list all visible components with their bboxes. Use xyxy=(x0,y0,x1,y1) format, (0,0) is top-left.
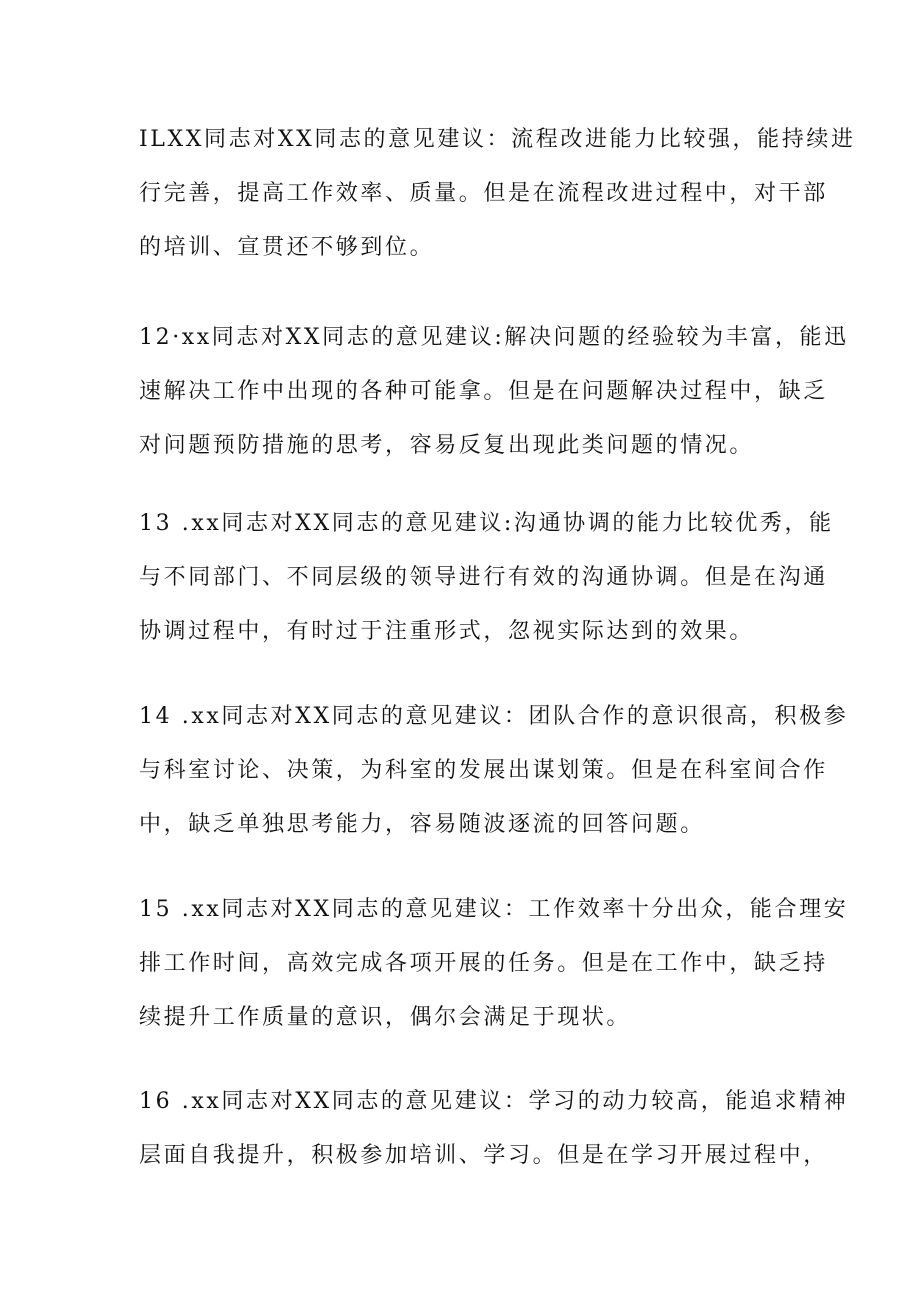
paragraph-item-16 xyxy=(139,1075,849,1183)
paragraph-line: ILXX同志对XX同志的意见建议：流程改进能力比较强，能持续进 xyxy=(139,127,856,152)
paragraph-line: 速解决工作中出现的各种可能拿。但是在问题解决过程中，缺乏 xyxy=(139,379,828,404)
paragraph-line: 排工作时间，高效完成各项开展的任务。但是在工作中，缺乏持 xyxy=(139,951,828,976)
paragraph-line: 12·xx同志对XX同志的意见建议:解决问题的经验较为丰富，能迅 xyxy=(139,325,849,350)
paragraph-line: 与不同部门、不同层级的领导进行有效的沟通协调。但是在沟通 xyxy=(139,565,828,590)
paragraph-line: 对问题预防措施的思考，容易反复出现此类问题的情况。 xyxy=(139,433,755,458)
paragraph-line: 层面自我提升，积极参加培训、学习。但是在学习开展过程中， xyxy=(139,1143,828,1168)
paragraph-line: 14 .xx同志对XX同志的意见建议：团队合作的意识很高，积极参 xyxy=(139,704,849,729)
paragraph-line: 协调过程中，有时过于注重形式，忽视实际达到的效果。 xyxy=(139,619,755,644)
paragraph-line: 与科室讨论、决策，为科室的发展出谋划策。但是在科室间合作 xyxy=(139,758,828,783)
paragraph-line: 续提升工作质量的意识，偶尔会满足于现状。 xyxy=(139,1005,632,1030)
paragraph-item-13 xyxy=(139,497,834,659)
paragraph-line: 中，缺乏单独思考能力，容易随波逐流的回答问题。 xyxy=(139,812,705,837)
paragraph-item-12 xyxy=(139,311,849,473)
paragraph-item-14 xyxy=(139,690,849,852)
paragraph-line: 行完善，提高工作效率、质量。但是在流程改进过程中，对干部 xyxy=(139,181,828,206)
paragraph-item-11 xyxy=(139,113,856,275)
paragraph-line: 16 .xx同志对XX同志的意见建议：学习的动力较高，能追求精神 xyxy=(139,1089,849,1114)
paragraph-line: 13 .xx同志对XX同志的意见建议:沟通协调的能力比较优秀，能 xyxy=(139,511,834,536)
paragraph-line: 的培训、宣贯还不够到位。 xyxy=(139,235,435,260)
paragraph-line: 15 .xx同志对XX同志的意见建议：工作效率十分出众，能合理安 xyxy=(139,897,849,922)
paragraph-item-15 xyxy=(139,883,849,1045)
